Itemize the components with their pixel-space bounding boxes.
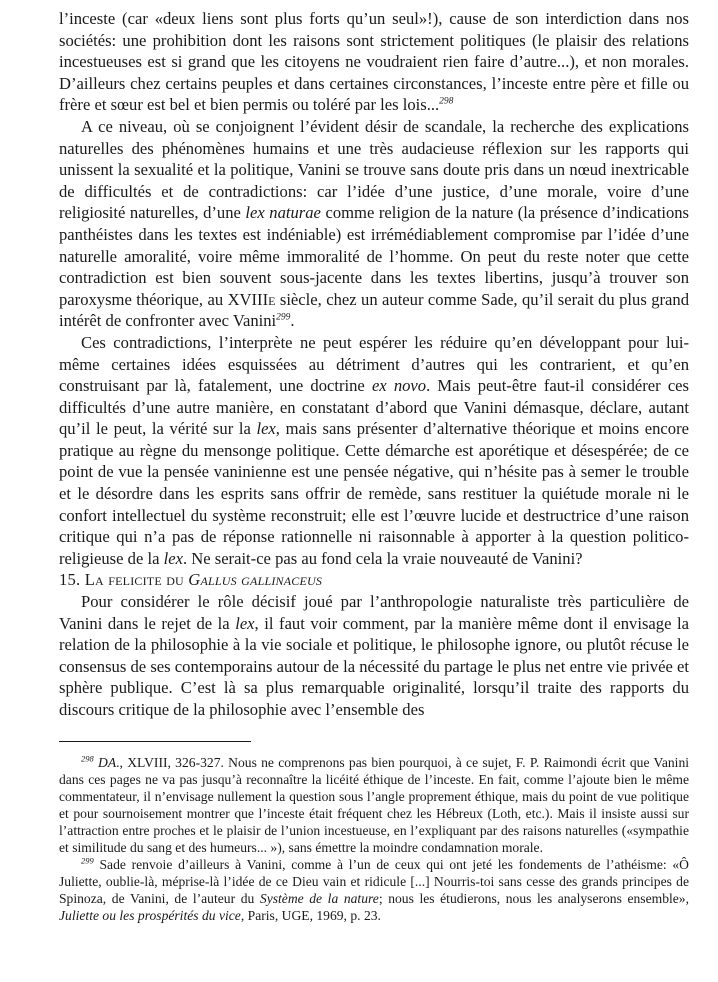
paragraph-text: , mais sans présenter d’alternative théorique et moins encore pratique au règne du mensonge politique. Cette démarche est aporétique et désespérée; de ce point de vue la pensée vaninienne est une pensée négative, qui n’hésite pas à semer le trouble et le désordre dans les esprits sans offrir de remède, sans restituer la quiétude morale ni le confort intellectuel du système reconstruit; elle est l’œuvre lucide et destructrice d’une raison critique qui n’a pas de réponse rationnelle ni raisonnable à apporter à la question politico-religieuse de la xyxy=(59,419,689,568)
footnotes xyxy=(59,754,689,925)
paragraph-interpretation xyxy=(59,332,689,570)
section-title-plain: La felicite du xyxy=(84,570,184,590)
footnote-298 xyxy=(59,754,689,857)
paragraph-text: Ces contradictions, l’interprète ne peut espérer les réduire qu’en développant pour lui-même certaines idées esquissées au détriment d’autres qui les contrarient, et qu’en construisant par là, fatalement, une doctrine xyxy=(59,332,689,396)
footnote-ref-299[interactable]: 299 xyxy=(276,312,291,323)
footnote-text: , Paris, UGE, 1969, p. 23. xyxy=(240,908,381,924)
footnote-number: 298 xyxy=(81,753,94,764)
paragraph-text: Pour considérer le rôle décisif joué par l’anthropologie naturaliste très particulière de Vanini dans le rejet de la xyxy=(59,592,689,633)
italic-term: lex xyxy=(256,419,276,439)
paragraph-text: l’inceste (car «deux liens sont plus forts qu’un seul»!), cause de son interdiction dans nos sociétés: une prohibition dont les raisons sont strictement politiques (le plaisir des relations incestueuses est si grand que les citoyens ne voudraient rien faire d’autre...), et non morales. D’ailleurs chez certains peuples et dans certaines circonstances, l’inceste entre père et fille ou frère et sœur est bel et bien permis ou toléré par les lois... xyxy=(59,9,689,115)
paragraph-text: A ce niveau, où se conjoignent l’évident désir de scandale, la recherche des explications naturelles des phénomènes humains et une très audacieuse réflexion sur les rapports qui unissent la sexualité et la politique, Vanini se trouve sans doute pris dans un nœud inextricable de difficultés et de contradictions: car l’idée d’une justice, d’une morale, voire d’une religiosité naturelles, d’une xyxy=(59,116,689,223)
footnote-text: ., xyxy=(116,754,128,770)
paragraph-continued xyxy=(59,8,689,116)
footnote-volume: XLVIII xyxy=(127,754,168,770)
century-numeral: XVIIIe xyxy=(227,289,276,309)
footnote-text: ; nous les étudierons, nous les analyserons ensemble», xyxy=(378,891,690,907)
paragraph-text: . Ne serait-ce pas au fond cela la vraie nouveauté de Vanini? xyxy=(182,548,583,568)
paragraph-text: , il faut voir comment, par la manière même dont il envisage la relation de la philosophie à la vie sociale et politique, le philosophe ignore, ou plutôt récuse le consensus de ses contemporains autour de la nécessité du partage le plus net entre vie privée et sphère publique. C’est là sa plus remarquable originalité, lorsqu’il traite des rapports du discours critique de la philosophie avec l’ensemble des xyxy=(59,613,689,719)
italic-term: lex xyxy=(235,613,255,633)
paragraph-text: . xyxy=(290,311,295,331)
section-heading xyxy=(59,569,689,591)
italic-term: lex naturae xyxy=(245,203,321,223)
section-paragraph xyxy=(59,591,689,721)
section-title-italic: Gallus gallinaceus xyxy=(188,570,323,590)
footnote-italic-title: Système de la nature xyxy=(259,891,379,907)
main-text xyxy=(59,8,689,721)
paragraph-text: comme religion de la nature (la présence d’indications panthéistes dans les textes est indéniable) est irrémédiablement compromise par l’idée d’une naturelle amoralité, voire même immoralité de l’homme. On peut du reste noter que cette contradiction est bien souvent sous-jacente dans les textes libertins, jusqu’à trouver son paroxysme théorique, au xyxy=(59,203,689,309)
footnote-abbr: DA xyxy=(98,754,117,770)
paragraph-text: . Mais peut-être faut-il considérer ces difficultés d’une autre manière, en constatant d’abord que Vanini démasque, déclare, autant qu’il le peut, la vérité sur la xyxy=(59,376,690,439)
section-number: 15. xyxy=(59,570,81,590)
book-page xyxy=(59,8,689,925)
paragraph-contradictions xyxy=(59,116,689,332)
footnote-text: Sade renvoie d’ailleurs à Vanini, comme à l’un de ceux qui ont jeté les fondements de l’athéisme: «Ô Juliette, oublie-là, méprise-là l’idée de ce Dieu vain et ridicule [...] Nourris-toi sans cesse des grands principes de Spinoza, de Vanini, de l’auteur du xyxy=(59,857,689,907)
footnote-divider xyxy=(59,741,251,742)
italic-term: ex novo xyxy=(371,376,427,396)
italic-term: lex xyxy=(163,548,183,568)
footnote-299 xyxy=(59,856,689,924)
footnote-ref-298[interactable]: 298 xyxy=(439,96,454,107)
footnote-number: 299 xyxy=(81,855,94,866)
footnote-text: , 326-327. Nous ne comprenons pas bien pourquoi, à ce sujet, F. P. Raimondi écrit que Vanini dans ces pages ne va pas jusqu’à reconnaître la licéité éthique de l’inceste. En fait, comme l’ajoute bien le même commentateur, il n’envisage nullement la question sous l’angle proprement éthique, mais du point de vue politique et pour sournoisement montrer que l’inceste était fréquent chez les Hébreux (Loth, etc.). Mais il insiste aussi sur l’attraction entre proches et le plaisir de l’union incestueuse, en l’expliquant par des raisons naturelles («sympathie et similitude du sang et des humeurs... »), sans émettre la moindre condamnation morale. xyxy=(59,754,690,856)
paragraph-text: siècle, chez un auteur comme Sade, qu’il serait du plus grand intérêt de confronter avec Vanini xyxy=(59,289,690,331)
footnote-italic-title: Juliette ou les prospérités du vice xyxy=(59,908,241,924)
